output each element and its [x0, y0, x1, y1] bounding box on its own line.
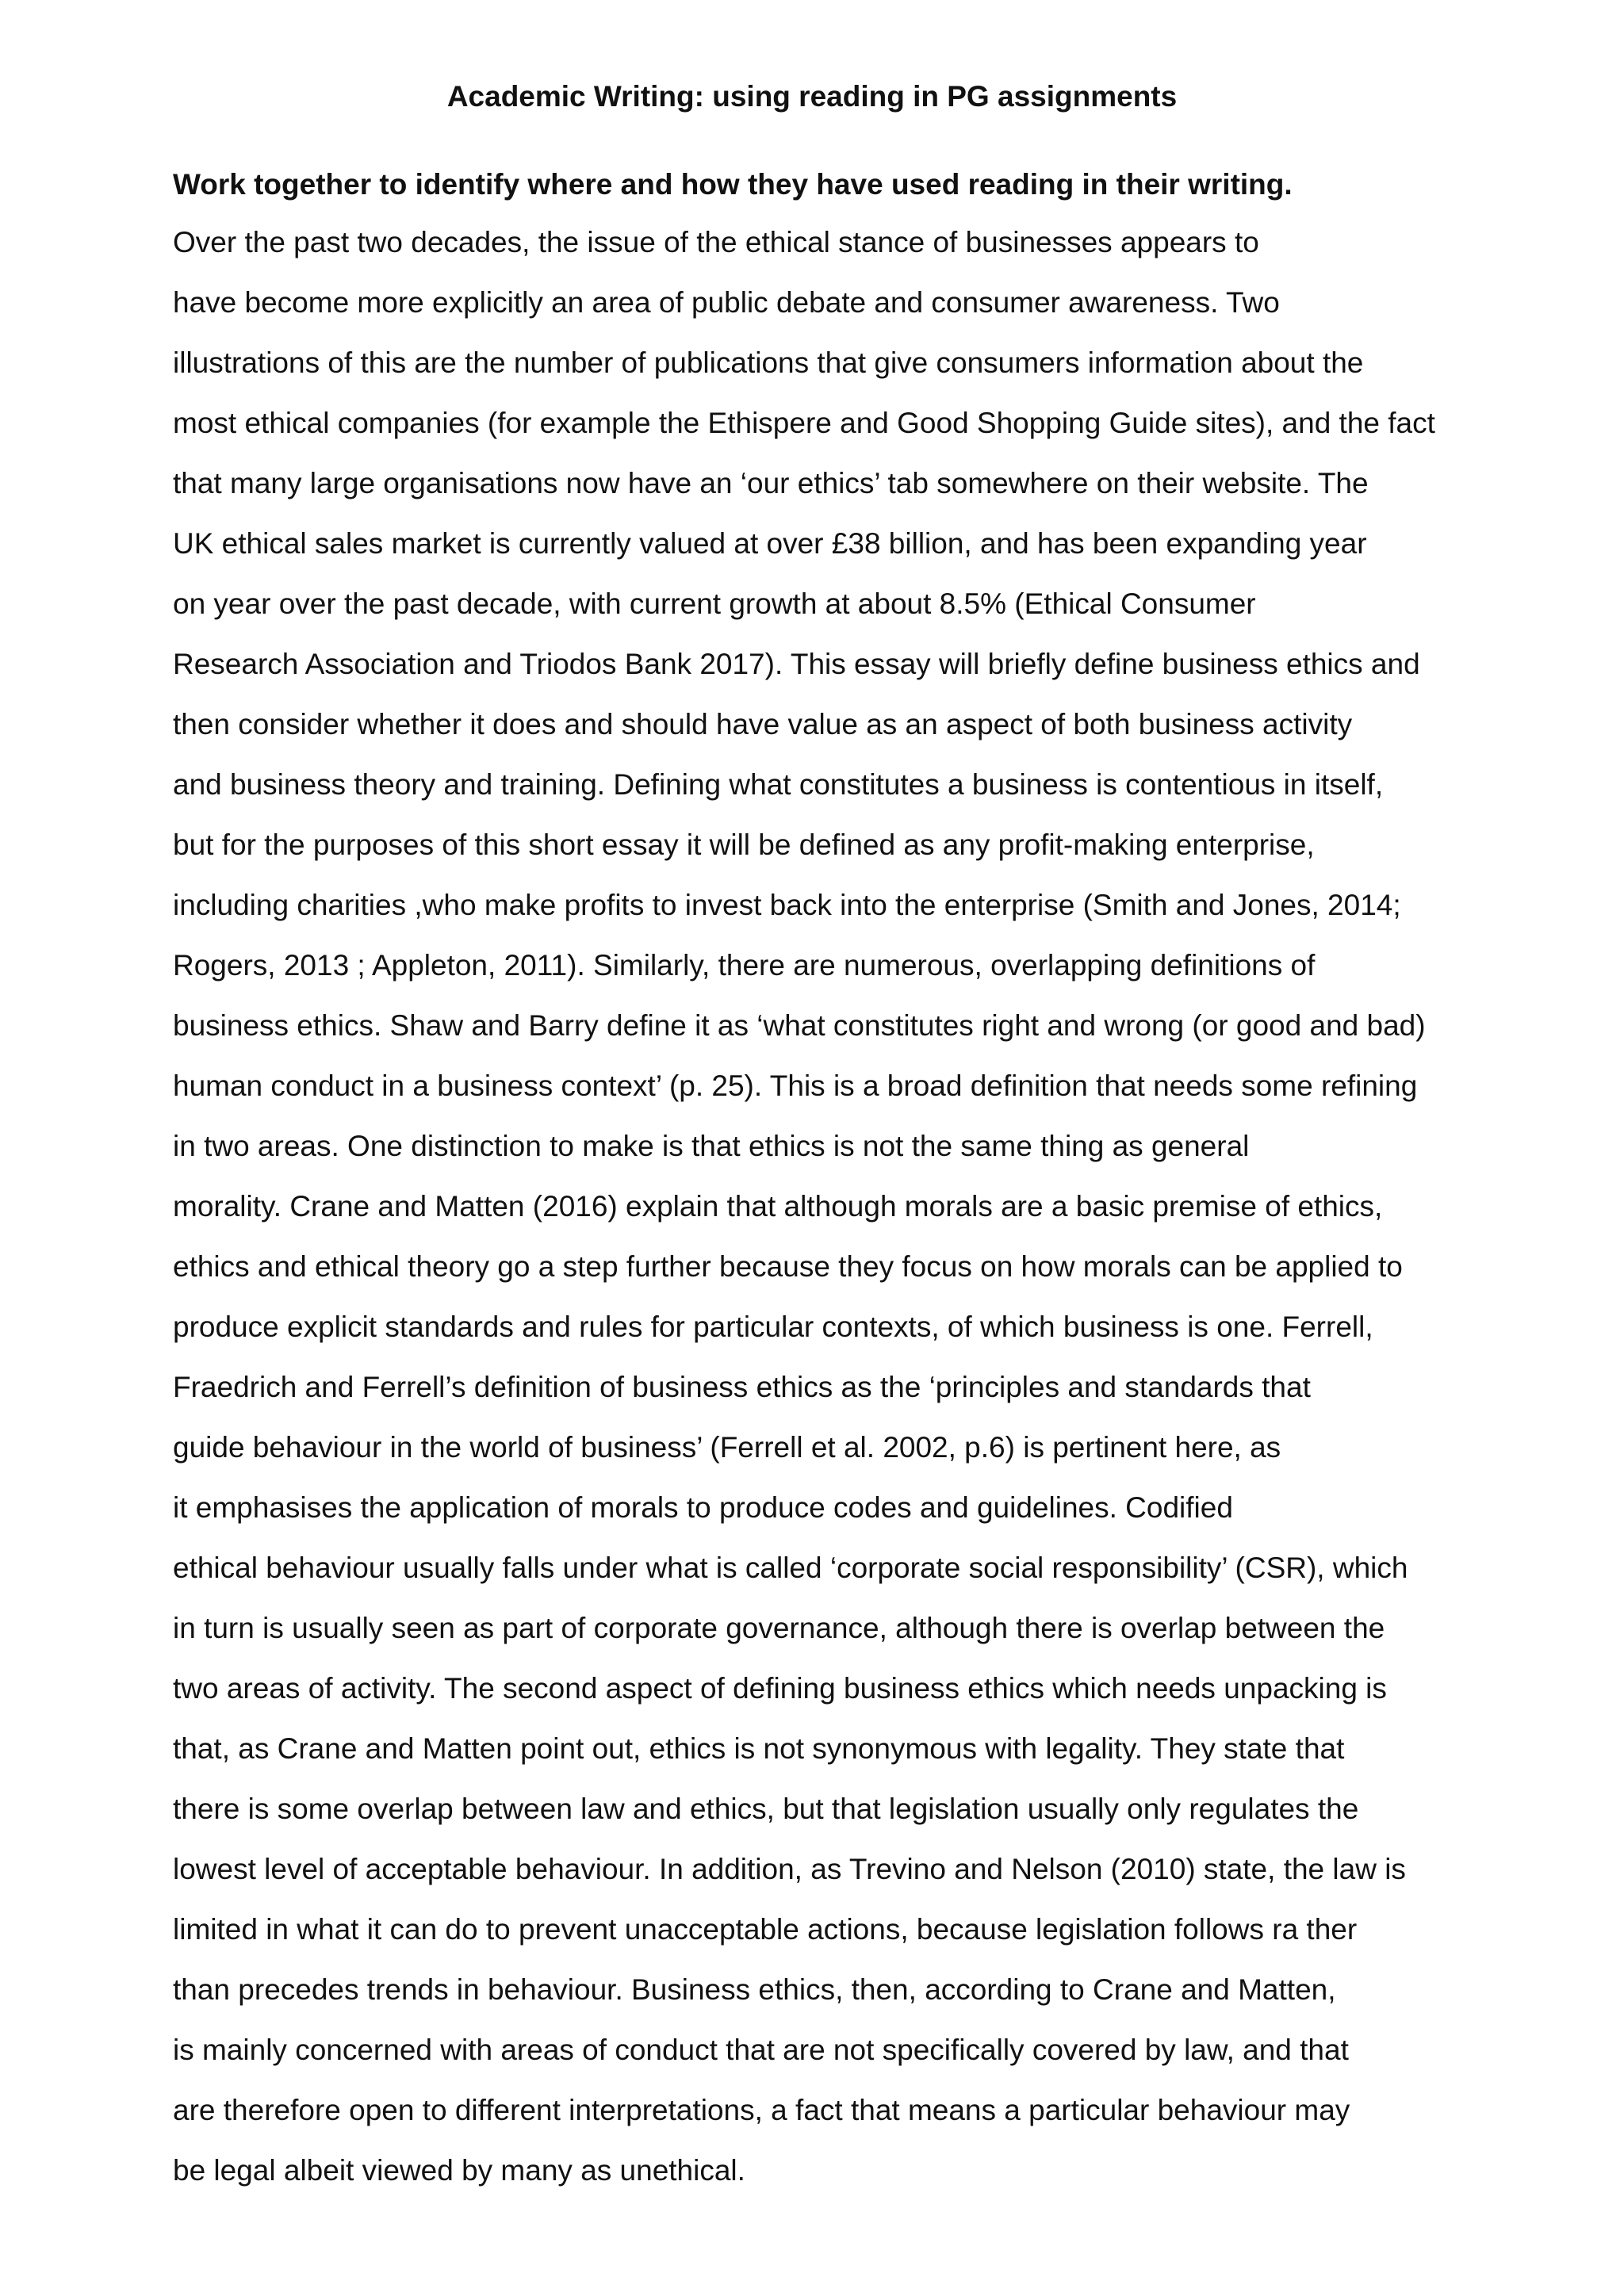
task-instruction: Work together to identify where and how they have used reading in their writing. — [173, 168, 1293, 201]
essay-line: most ethical companies (for example the Ethispere and Good Shopping Guide sites), and the fact — [173, 407, 1435, 439]
essay-line: there is some overlap between law and ethics, but that legislation usually only regulates the — [173, 1793, 1359, 1825]
essay-line: on year over the past decade, with current growth at about 8.5% (Ethical Consumer — [173, 587, 1256, 620]
essay-line: human conduct in a business context’ (p. 25). This is a broad definition that needs some refining — [173, 1070, 1418, 1102]
essay-line: are therefore open to different interpretations, a fact that means a particular behaviour may — [173, 2094, 1350, 2126]
essay-line: illustrations of this are the number of publications that give consumers information about the — [173, 346, 1364, 379]
essay-line: be legal albeit viewed by many as unethical. — [173, 2154, 745, 2187]
essay-line: than precedes trends in behaviour. Business ethics, then, according to Crane and Matten, — [173, 1973, 1336, 2006]
essay-line: that many large organisations now have an ‘our ethics’ tab somewhere on their website. The — [173, 467, 1369, 499]
essay-line: Over the past two decades, the issue of the ethical stance of businesses appears to — [173, 226, 1259, 258]
essay-line: two areas of activity. The second aspect of defining business ethics which needs unpacking is — [173, 1672, 1387, 1705]
essay-line: Rogers, 2013 ; Appleton, 2011). Similarly, there are numerous, overlapping definitions of — [173, 949, 1316, 982]
essay-line: Fraedrich and Ferrell’s definition of business ethics as the ‘principles and standards that — [173, 1371, 1311, 1403]
essay-line: and business theory and training. Defining what constitutes a business is contentious in itself, — [173, 768, 1384, 801]
document-title: Academic Writing: using reading in PG assignments — [446, 80, 1178, 113]
essay-line: produce explicit standards and rules for particular contexts, of which business is one. Ferrell, — [173, 1311, 1373, 1343]
essay-line: Research Association and Triodos Bank 2017). This essay will briefly define business ethics and — [173, 648, 1420, 680]
essay-line: have become more explicitly an area of public debate and consumer awareness. Two — [173, 286, 1280, 319]
essay-line: UK ethical sales market is currently valued at over £38 billion, and has been expanding year — [173, 527, 1367, 560]
essay-line: is mainly concerned with areas of conduct that are not specifically covered by law, and that — [173, 2034, 1349, 2066]
essay-line: ethical behaviour usually falls under what is called ‘corporate social responsibility’ (CSR), which — [173, 1552, 1408, 1584]
essay-line: in two areas. One distinction to make is that ethics is not the same thing as general — [173, 1130, 1250, 1162]
essay-line: it emphasises the application of morals to produce codes and guidelines. Codified — [173, 1491, 1233, 1524]
essay-line: in turn is usually seen as part of corporate governance, although there is overlap between the — [173, 1612, 1385, 1644]
essay-line: business ethics. Shaw and Barry define it as ‘what constitutes right and wrong (or good and bad) — [173, 1009, 1426, 1042]
essay-line: including charities ,who make profits to invest back into the enterprise (Smith and Jones, 2014; — [173, 889, 1401, 921]
essay-line: but for the purposes of this short essay it will be defined as any profit-making enterprise, — [173, 828, 1315, 861]
essay-line: guide behaviour in the world of business’ (Ferrell et al. 2002, p.6) is pertinent here, as — [173, 1431, 1281, 1464]
essay-line: morality. Crane and Matten (2016) explain that although morals are a basic premise of ethics, — [173, 1190, 1383, 1223]
essay-line: lowest level of acceptable behaviour. In addition, as Trevino and Nelson (2010) state, the law is — [173, 1853, 1406, 1885]
essay-line: that, as Crane and Matten point out, ethics is not synonymous with legality. They state that — [173, 1732, 1345, 1765]
essay-line: ethics and ethical theory go a step further because they focus on how morals can be applied to — [173, 1250, 1403, 1283]
essay-line: limited in what it can do to prevent unacceptable actions, because legislation follows ra ther — [173, 1913, 1358, 1946]
essay-body — [173, 222, 1489, 2210]
essay-line: then consider whether it does and should have value as an aspect of both business activity — [173, 708, 1353, 740]
